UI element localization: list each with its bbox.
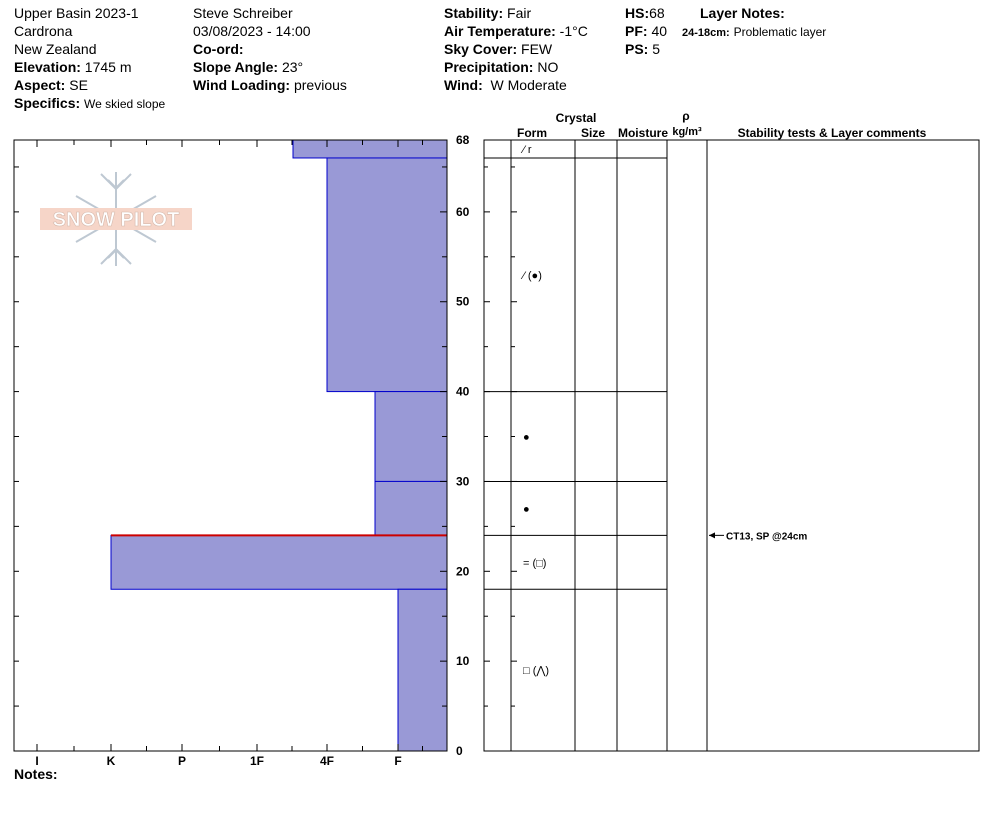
notes-label: Notes: [14,766,58,782]
depth-tick-label: 68 [456,133,470,147]
depth-tick-label: 30 [456,474,470,489]
datetime: 03/08/2023 - 14:00 [193,23,311,39]
layer-note: 24-18cm: Problematic layer [682,25,827,39]
density-unit: kg/m³ [672,126,702,138]
coordinates: Co-ord: [193,41,244,57]
form-header: Form [517,126,547,140]
air-temperature: Air Temperature: -1°C [444,23,588,39]
hardness-layer-bar [375,481,447,535]
density-symbol: ρ [682,109,690,123]
hardness-tick-label: I [35,754,39,768]
wind: Wind: W Moderate [444,77,567,93]
depth-tick-label: 10 [456,654,470,669]
site-name: Upper Basin 2023-1 [14,5,139,21]
observer: Steve Schreiber [193,5,293,21]
country: New Zealand [14,41,97,57]
hardness-layer-bar [375,392,447,482]
hardness-layer-bar [327,158,447,392]
crystal-form-symbol: ● [523,431,530,444]
depth-tick-label: 0 [456,744,463,758]
crystal-form-symbol: □ (⋀) [523,665,550,678]
layer-notes-title: Layer Notes: [700,5,785,21]
slope-angle: Slope Angle: 23° [193,59,304,75]
sky-cover: Sky Cover: FEW [444,41,553,57]
region: Cardrona [14,23,73,39]
hardness-tick-label: P [177,754,187,768]
stability-test-label: CT13, SP @24cm [726,531,808,543]
hardness-tick-label: 4F [319,754,335,768]
crystal-form-symbol: = (□) [523,557,547,570]
test-pointer-arrow-icon [709,532,715,538]
hardness-layer-bar [398,589,447,751]
layer-table-frame [484,140,979,751]
depth-tick-label: 50 [456,294,470,309]
hardness-tick-label: F [394,754,402,768]
table-columns [511,140,707,751]
size-header: Size [580,126,606,140]
table-depth-ticks [484,167,517,706]
elevation: Elevation: 1745 m [14,59,132,75]
depth-tick-label: 40 [456,384,470,399]
depth-tick-label: 20 [456,564,470,579]
hardness-tick-label: 1F [249,754,265,768]
logo-text: SNOW PILOT [52,209,180,231]
stability: Stability: Fair [444,5,532,21]
snowpilot-logo [40,172,192,266]
moisture-header: Moisture [617,126,669,140]
stability-tests [709,531,807,542]
height-of-snow: HS:68 [625,5,665,21]
depth-tick-label: 60 [456,204,470,219]
crystal-header: Crystal [555,111,597,125]
hardness-layer-bar [111,535,447,589]
comments-header: Stability tests & Layer comments [737,126,927,140]
crystal-forms [520,144,549,677]
precipitation: Precipitation: NO [444,59,559,75]
crystal-form-symbol: ● [523,503,530,516]
hardness-layers [111,140,447,751]
penetration-ski: PS: 5 [625,41,661,57]
specifics: Specifics: We skied slope [14,95,166,111]
wind-loading: Wind Loading: previous [193,77,347,93]
hardness-layer-bar [293,140,447,158]
hardness-tick-label: K [106,754,116,768]
crystal-form-symbol: ⁄ r [523,143,532,156]
aspect: Aspect: SE [14,77,88,93]
crystal-form-symbol: ⁄ (●) [523,269,542,282]
penetration-foot: PF: 40 [625,23,668,39]
